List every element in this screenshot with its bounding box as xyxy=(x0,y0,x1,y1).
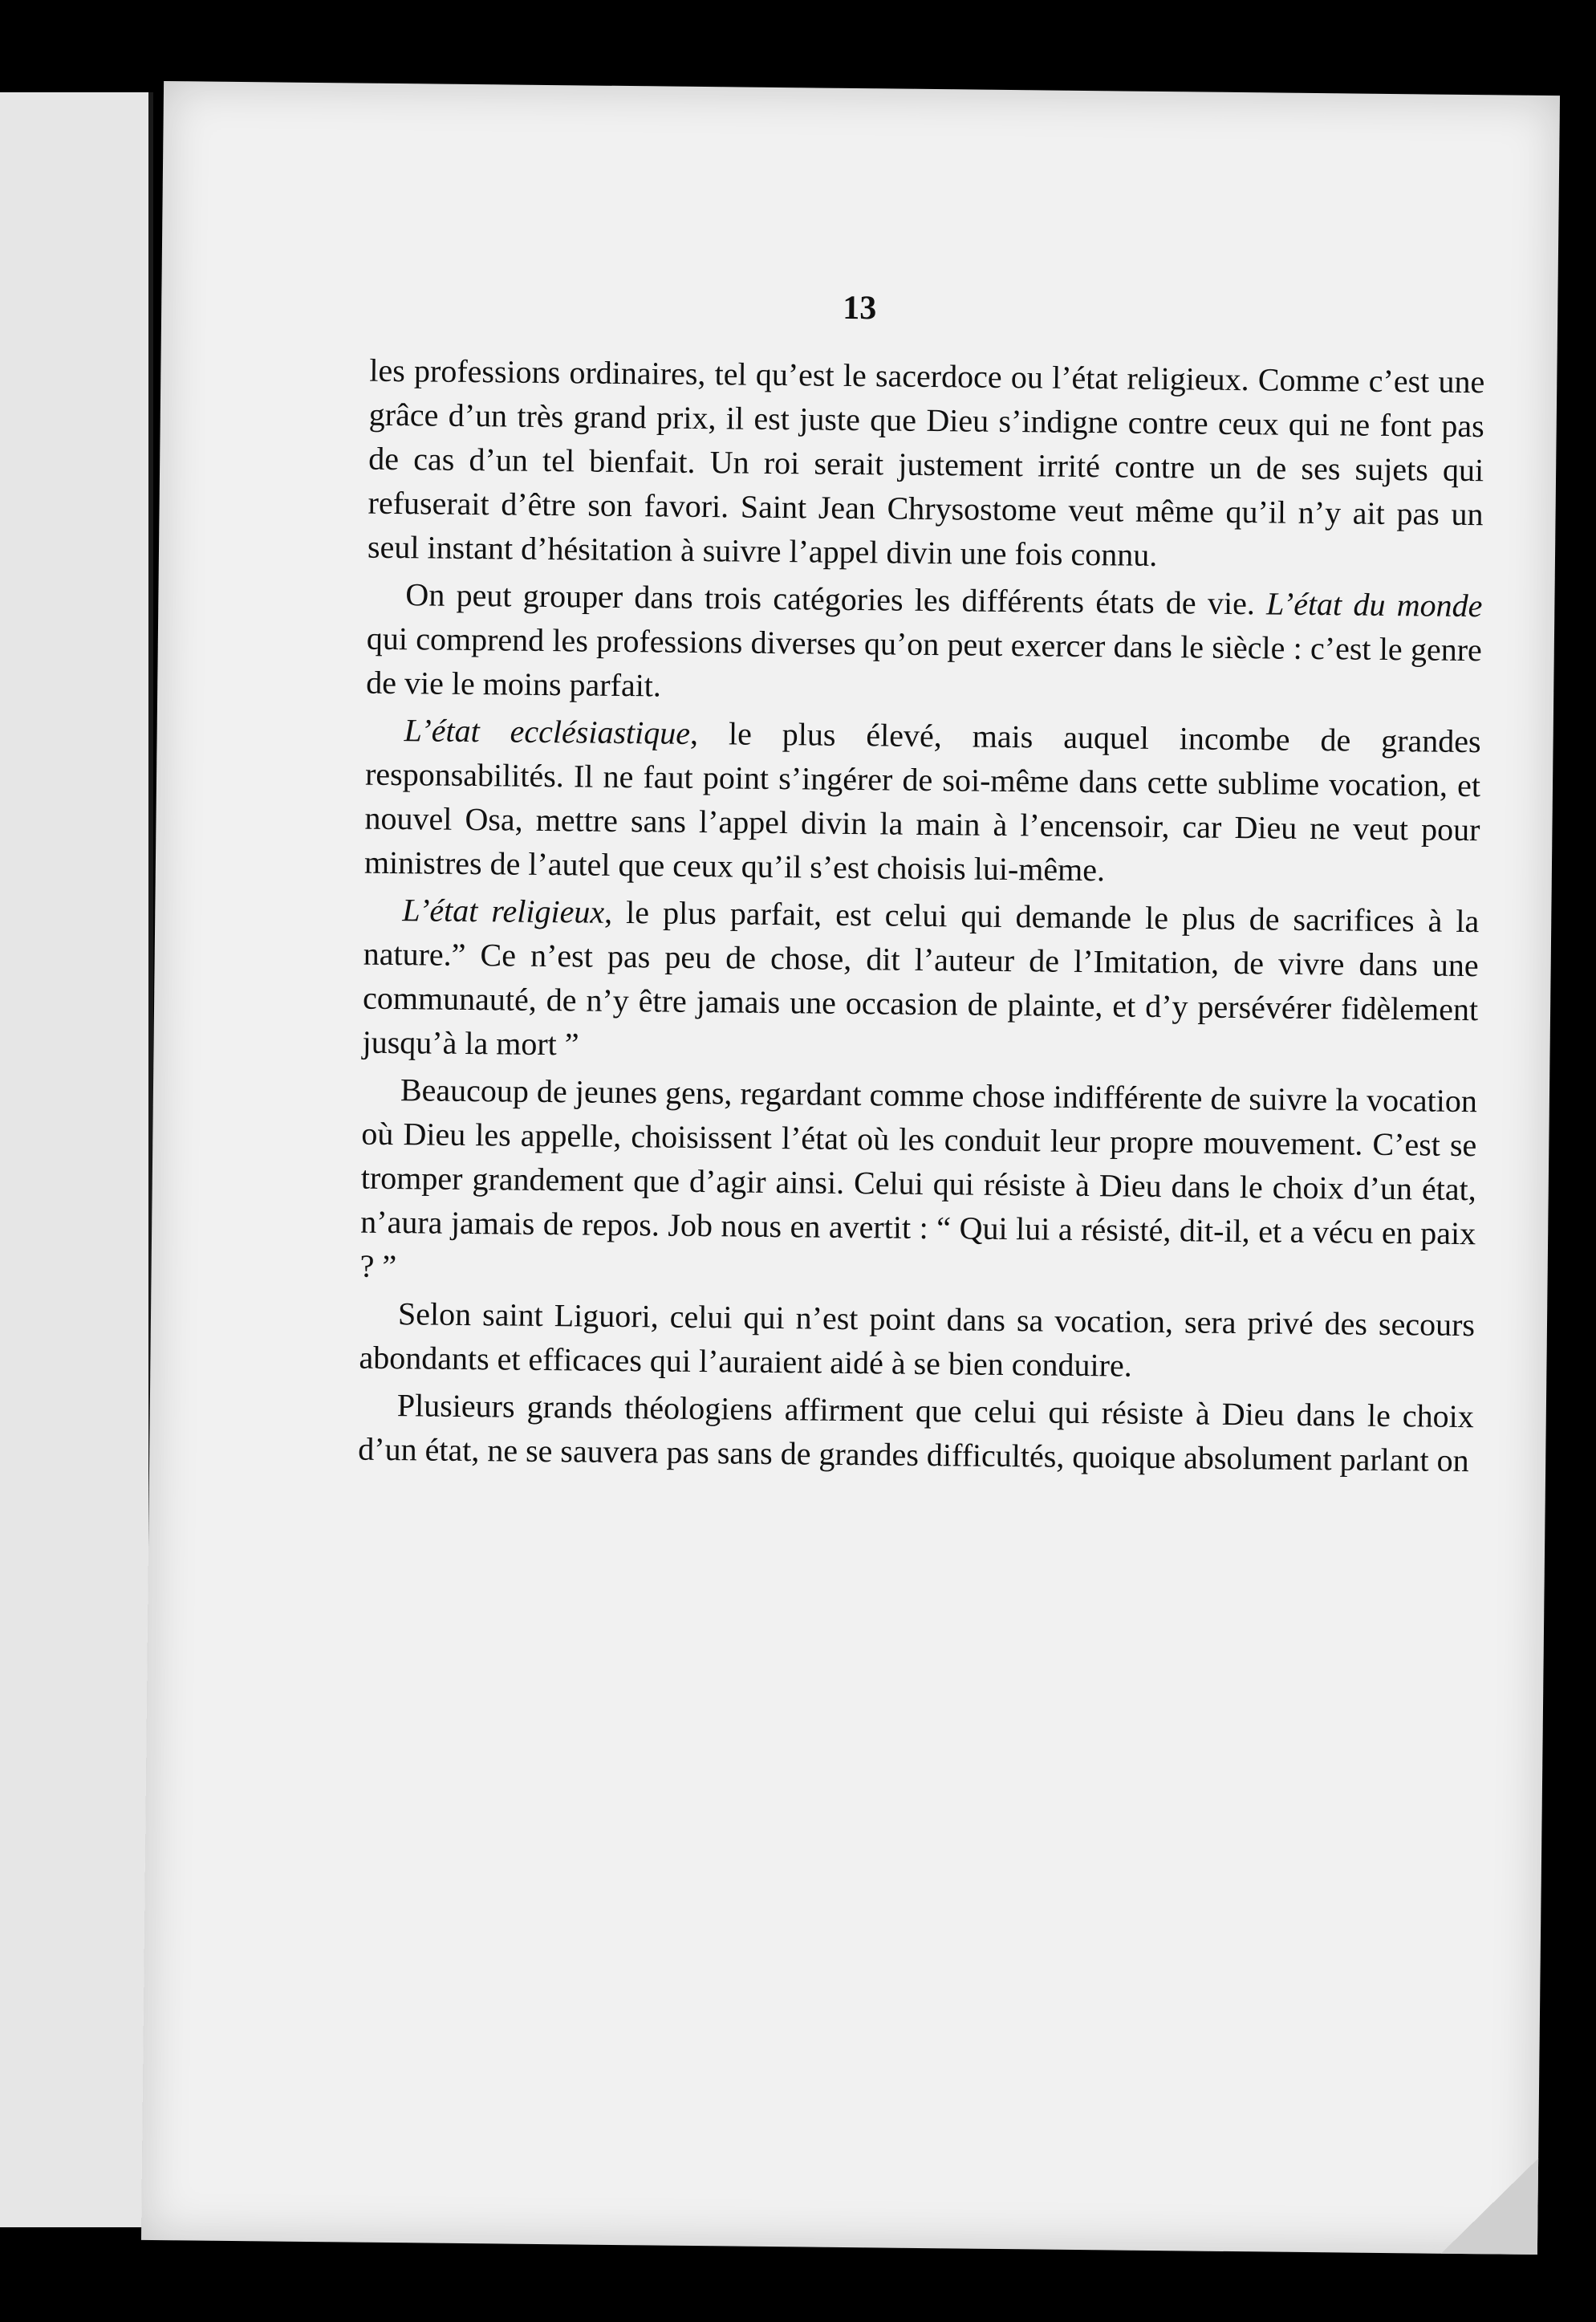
paragraph-7 xyxy=(358,1383,1474,1483)
paragraph-2 xyxy=(366,572,1483,717)
paragraph-1-segment-1: les professions ordinaires, tel qu’est le sacerdoce ou l’état religieux. Comme c’est une grâce d’un très grand prix, il est juste que Dieu s’indigne contre ceux qui ne font pas de cas d’un tel bienfait. Un roi serait justement irrité contre un de ses sujets qui refuserait d’être son favori. Saint Jean Chrysostome veut même qu’il n’y ait pas un seul instant d’hésitation à suivre l’appel divin une fois connu. xyxy=(367,352,1485,573)
paragraph-5-segment-1: Beaucoup de jeunes gens, regardant comme chose indifférente de suivre la vocation où Dieu les appelle, choisissent l’état où les conduit leur propre mouvement. C’est se tromper grandement que d’agir ainsi. Celui qui résiste à Dieu dans le choix d’un état, n’aura jamais de repos. Job nous en avertit : “ Qui lui a résisté, dit-il, et a vécu en paix ? ” xyxy=(359,1072,1478,1285)
paragraph-2-segment-3: qui comprend les professions diverses qu’on peut exercer dans le siècle : c’est le genre de vie le moins parfait. xyxy=(366,620,1483,704)
paragraph-1 xyxy=(368,348,1485,581)
paragraph-4 xyxy=(362,888,1479,1076)
paragraph-7-segment-1: Plusieurs grands théologiens affirment que celui qui résiste à Dieu dans le choix d’un état, ne se sauvera pas sans de grandes difficultés, quoique absolument parlant on xyxy=(358,1387,1475,1479)
paragraph-2-italic-term: L’état du monde xyxy=(1265,585,1483,624)
paragraph-2-segment-1: On peut grouper dans trois catégories les différents états de vie. xyxy=(405,576,1267,622)
paragraph-3 xyxy=(364,708,1481,897)
paragraph-3-segment-2: , le plus élevé, mais auquel incombe de grandes responsabilités. Il ne faut point s’ingérer de soi-même dans cette sublime vocation, et nouvel Osa, mettre sans l’appel divin la main à l’encensoir, car Dieu ne veut pour ministres de l’autel que ceux qu’il s’est choisis lui-même. xyxy=(363,714,1481,889)
paragraph-6 xyxy=(359,1291,1475,1392)
left-page-edge xyxy=(0,92,153,2227)
paragraph-4-italic-term: L’état religieux xyxy=(402,892,605,930)
paragraph-6-segment-1: Selon saint Liguori, celui qui n’est point dans sa vocation, sera privé des secours abondants et efficaces qui l’auraient aidé à se bien conduire. xyxy=(359,1295,1476,1384)
page-number: 13 xyxy=(842,289,877,327)
paragraph-5 xyxy=(359,1067,1477,1300)
paragraph-3-italic-term: L’état ecclésiastique xyxy=(404,712,691,751)
page-corner-fold xyxy=(1441,2157,1538,2255)
paragraph-4-segment-2: , le plus parfait, est celui qui demande le plus de sacrifices à la nature.” Ce n’est pas peu de chose, dit l’auteur de l’Imitation, de vivre dans une communauté, de n’y être jamais une occasion de plainte, et d’y persévérer fidèlement jusqu’à la mort ” xyxy=(362,893,1480,1063)
book-page xyxy=(141,81,1560,2255)
body-text xyxy=(358,348,1485,1486)
